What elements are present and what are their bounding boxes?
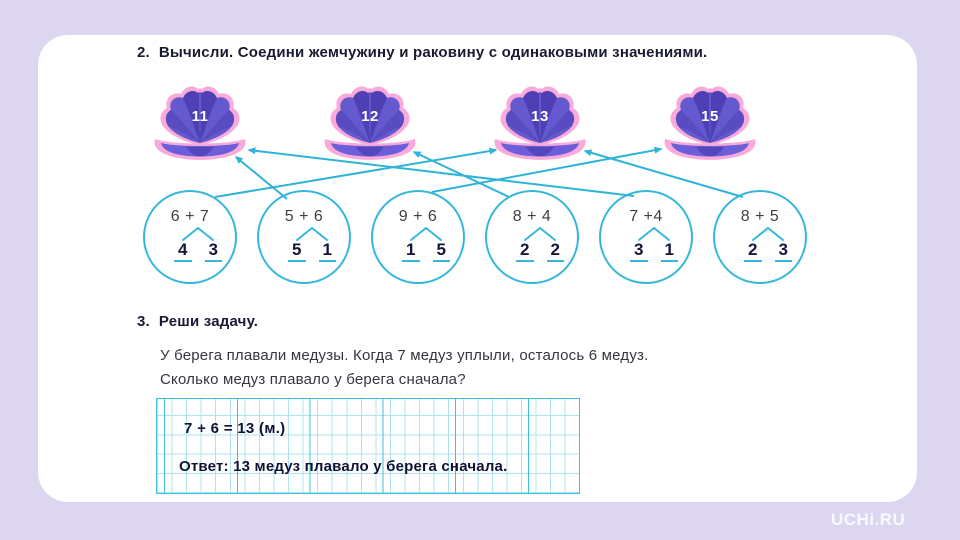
decomposition-digits xyxy=(609,241,699,262)
shell-value: 12 xyxy=(361,108,379,125)
shell-11[interactable] xyxy=(150,86,250,162)
expression-circle-1[interactable] xyxy=(143,190,237,284)
decomposition-part2[interactable]: 3 xyxy=(205,241,222,262)
task2-title xyxy=(137,44,707,61)
decomposition-digits xyxy=(723,241,813,262)
shell-value: 15 xyxy=(701,108,719,125)
expression-text: 8 + 4 xyxy=(512,208,552,225)
decomposition-digits xyxy=(267,241,357,262)
decomposition-part2[interactable]: 1 xyxy=(661,241,678,262)
decomposition-part1[interactable]: 3 xyxy=(630,241,647,262)
decomposition-digits xyxy=(495,241,585,262)
shell-15[interactable] xyxy=(660,86,760,162)
expression-circle-5[interactable] xyxy=(599,190,693,284)
task3-title xyxy=(137,313,258,330)
task3-number: 3. xyxy=(137,313,150,330)
shell-12[interactable] xyxy=(320,86,420,162)
solution-text: 7 + 6 = 13 (м.) xyxy=(184,420,286,437)
uchi-ru-logo: UCHi.RU xyxy=(831,510,906,529)
expression-circle-3[interactable] xyxy=(371,190,465,284)
decomposition-part2[interactable]: 3 xyxy=(775,241,792,262)
expression-circle-6[interactable] xyxy=(713,190,807,284)
answer-text: Ответ: 13 медуз плавало у берега сначала. xyxy=(179,458,508,475)
answer-grid[interactable] xyxy=(156,398,580,494)
decomposition-digits xyxy=(153,241,243,262)
decomposition-part1[interactable]: 1 xyxy=(402,241,419,262)
decomposition-part1[interactable]: 4 xyxy=(174,241,191,262)
decomposition-part2[interactable]: 1 xyxy=(319,241,336,262)
expression-circle-4[interactable] xyxy=(485,190,579,284)
expression-text: 8 + 5 xyxy=(740,208,780,225)
shell-value: 11 xyxy=(191,108,209,125)
task2-title-text: Вычисли. Соедини жемчужину и раковину с одинаковыми значениями. xyxy=(158,44,708,61)
decomposition-part1[interactable]: 2 xyxy=(516,241,533,262)
problem-line-1: У берега плавали медузы. Когда 7 медуз уплыли, осталось 6 медуз. xyxy=(160,347,649,364)
decomposition-part2[interactable]: 5 xyxy=(433,241,450,262)
expression-text: 7 +4 xyxy=(629,208,663,225)
task3-problem-text xyxy=(160,344,649,392)
problem-line-2: Сколько медуз плавало у берега сначала? xyxy=(160,371,466,388)
decomposition-part2[interactable]: 2 xyxy=(547,241,564,262)
decomposition-part1[interactable]: 5 xyxy=(288,241,305,262)
expression-text: 9 + 6 xyxy=(398,208,438,225)
shell-value: 13 xyxy=(531,108,549,125)
decomposition-part1[interactable]: 2 xyxy=(744,241,761,262)
task2-number: 2. xyxy=(137,44,150,61)
task3-title-text: Реши задачу. xyxy=(158,313,259,330)
expression-text: 6 + 7 xyxy=(170,208,210,225)
shell-13[interactable] xyxy=(490,86,590,162)
expression-text: 5 + 6 xyxy=(284,208,324,225)
expression-circle-2[interactable] xyxy=(257,190,351,284)
decomposition-digits xyxy=(381,241,471,262)
